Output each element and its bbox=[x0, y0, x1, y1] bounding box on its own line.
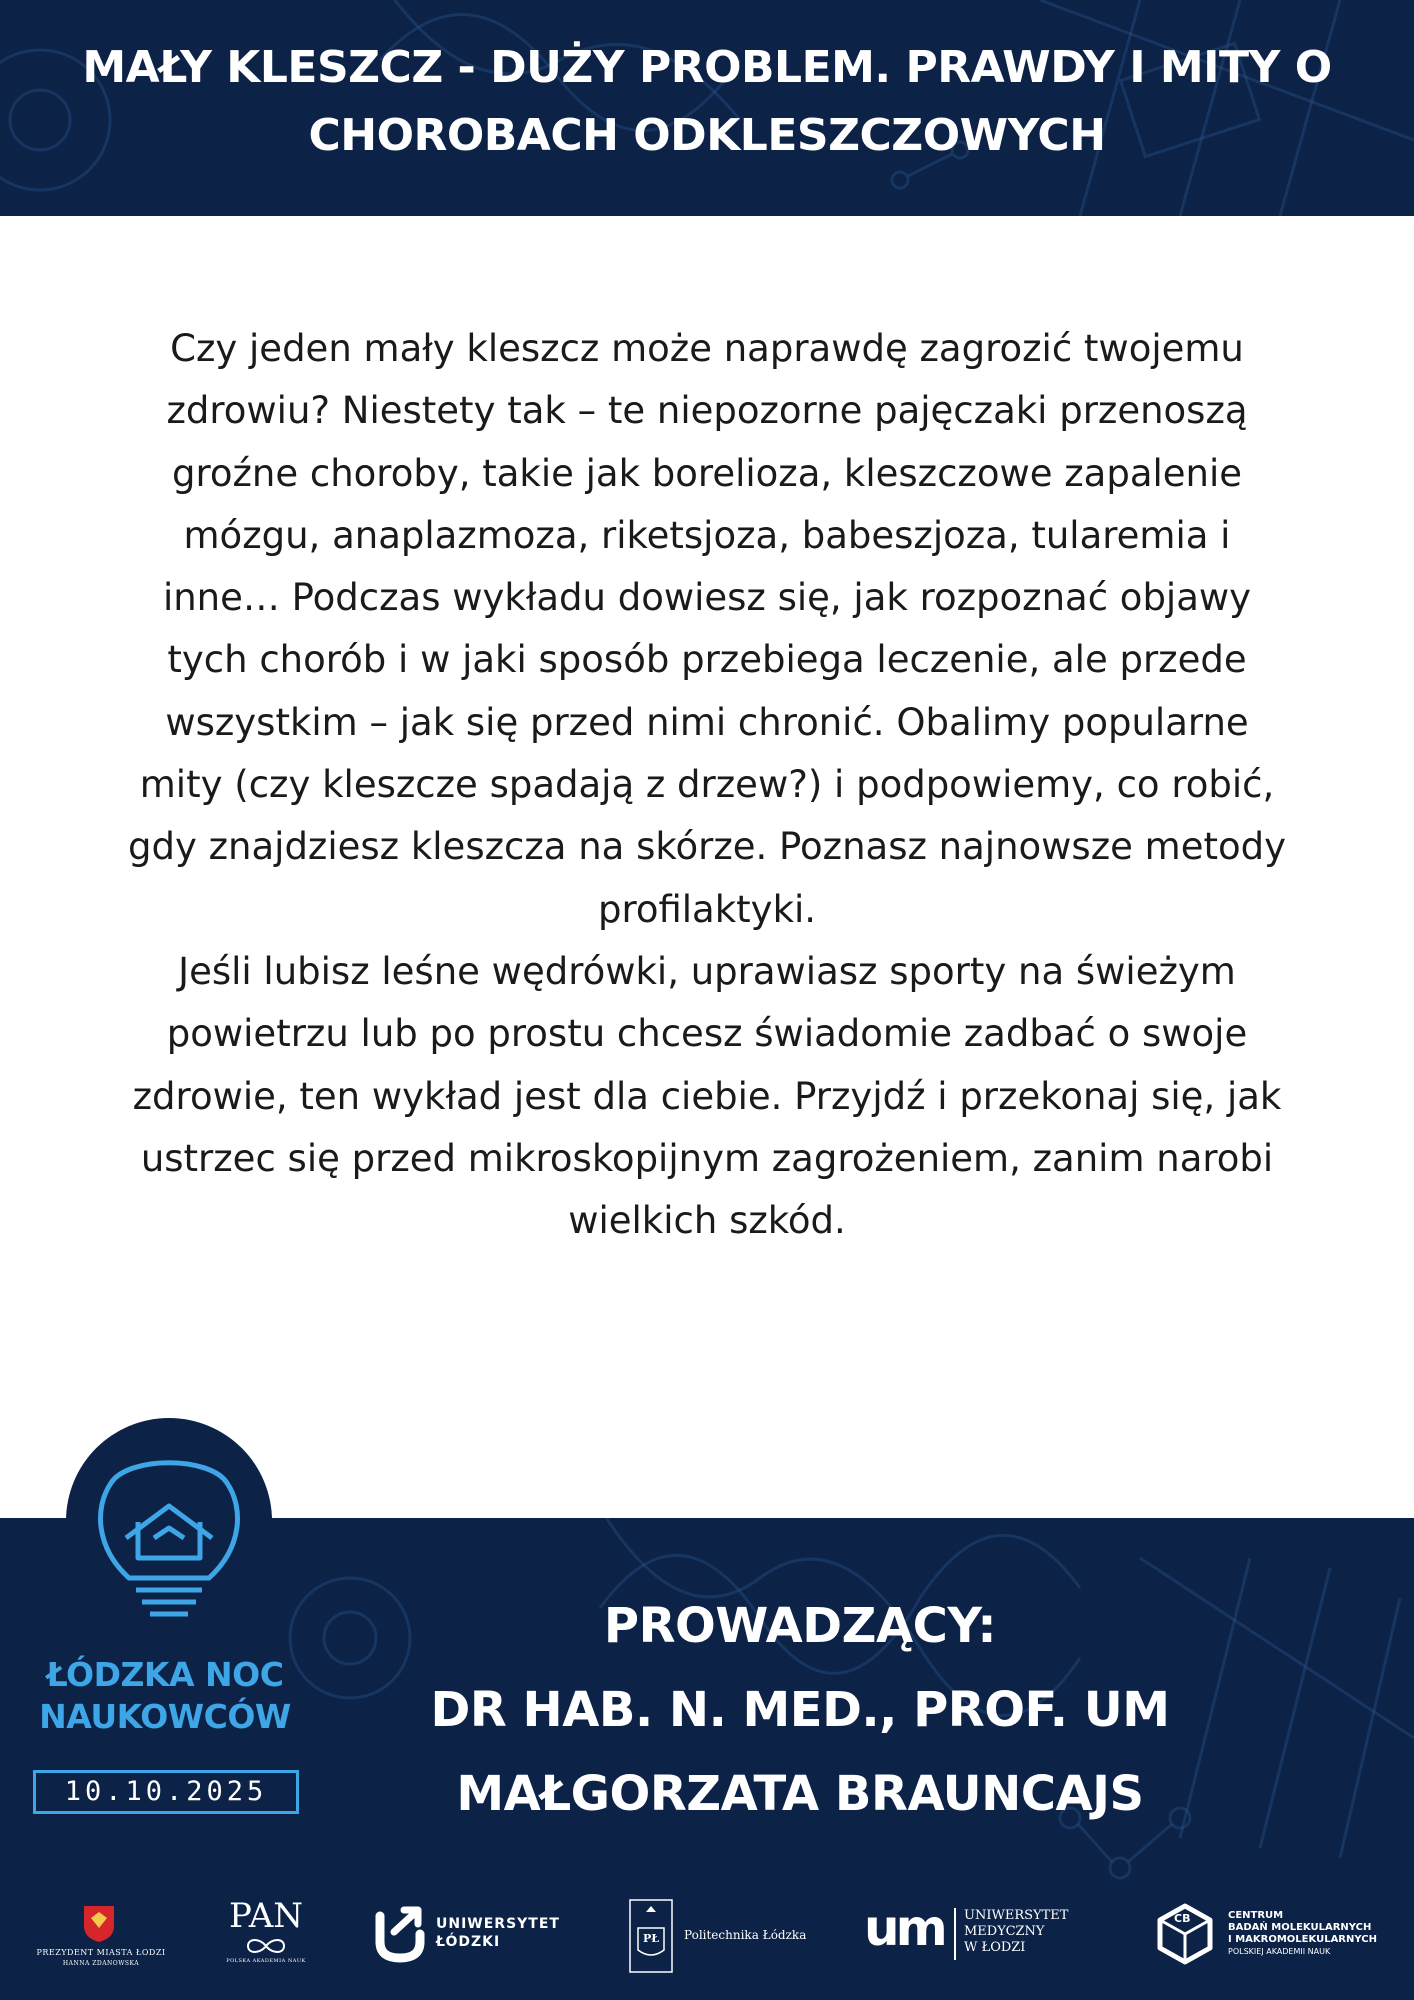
ul-line-1: UNIWERSYTET bbox=[436, 1916, 560, 1932]
coat-of-arms-icon bbox=[82, 1904, 116, 1944]
lecturer-block bbox=[380, 1584, 1220, 1836]
pl-name: Politechnika Łódzka bbox=[684, 1928, 807, 1942]
um-text bbox=[964, 1908, 1068, 1956]
cbmm-line-2: BADAŃ MOLEKULARNYCH bbox=[1228, 1922, 1372, 1933]
title-line-2: CHOROBACH ODKLESZCZOWYCH bbox=[308, 110, 1106, 161]
cbmm-line-3: I MAKROMOLEKULARNYCH bbox=[1228, 1934, 1377, 1945]
partner-politechnika bbox=[628, 1898, 807, 1974]
partner-cbmm bbox=[1152, 1902, 1392, 1966]
um-line-2: MEDYCZNY bbox=[964, 1924, 1045, 1939]
description-paragraph-2: Jeśli lubisz leśne wędrówki, uprawiasz sporty na świeżym powietrzu lub po prostu chcesz świadomie zadbać o swoje zdrowie, ten wykład jest dla ciebie. Przyjdź i przekonaj się, jak ustrzec się przed mikroskopijnym zagrożeniem, zanim narobi wielkich szkód. bbox=[132, 949, 1282, 1243]
ul-line-2: ŁÓDZKI bbox=[436, 1934, 501, 1950]
event-logo-text bbox=[20, 1654, 310, 1738]
page-title bbox=[60, 34, 1354, 170]
arrow-up-right-icon bbox=[374, 1904, 426, 1964]
header-banner bbox=[0, 0, 1414, 216]
description bbox=[120, 318, 1294, 1252]
description-paragraph-1: Czy jeden mały kleszcz może naprawdę zagrozić twojemu zdrowiu? Niestety tak – te niepozorne pajęczaki przenoszą groźne choroby, takie jak borelioza, kleszczowe zapalenie mózgu, anaplazmoza, riketsjoza, babeszjoza, tularemia i inne… Podczas wykładu dowiesz się, jak rozpoznać objawy tych chorób i w jaki sposób przebiega leczenie, ale przede wszystkim – jak się przed nimi chronić. Obalimy popularne mity (czy kleszcze spadają z drzew?) i podpowiemy, co robić, gdy znajdziesz kleszcza na skórze. Poznasz najnowsze metody profilaktyki. bbox=[127, 327, 1286, 931]
um-line-3: W ŁODZI bbox=[964, 1940, 1026, 1955]
partner-pan bbox=[222, 1896, 310, 1972]
event-name-line-2: NAUKOWCÓW bbox=[39, 1697, 291, 1736]
cbmm-line-1: CENTRUM bbox=[1228, 1910, 1284, 1921]
cbmm-text bbox=[1228, 1910, 1377, 1958]
event-date-badge: 10.10.2025 bbox=[33, 1770, 299, 1814]
partner-um bbox=[864, 1899, 1084, 1964]
pan-caption: POLSKA AKADEMIA NAUK bbox=[226, 1958, 306, 1964]
pan-mark: PAN bbox=[228, 1896, 304, 1936]
title-line-1: MAŁY KLESZCZ - DUŻY PROBLEM. PRAWDY I MITY O bbox=[82, 42, 1332, 93]
event-name-line-1: ŁÓDZKA NOC bbox=[46, 1655, 284, 1694]
infinity-icon bbox=[242, 1936, 290, 1956]
partner-prezydent bbox=[36, 1904, 166, 1974]
pl-mark: PŁ bbox=[642, 1932, 660, 1945]
partner-ul bbox=[374, 1904, 564, 1968]
lecturer-title: DR HAB. N. MED., PROF. UM bbox=[430, 1682, 1170, 1738]
prezydent-name: HANNA ZDANOWSKA bbox=[62, 1960, 140, 1967]
cbmm-mark: CB bbox=[1174, 1912, 1191, 1925]
lecturer-label: PROWADZĄCY: bbox=[603, 1598, 997, 1654]
um-line-1: UNIWERSYTET bbox=[964, 1908, 1069, 1923]
um-mark: um bbox=[864, 1899, 944, 1957]
lecturer-name: MAŁGORZATA BRAUNCAJS bbox=[456, 1766, 1144, 1822]
partner-logos bbox=[0, 1896, 1414, 1976]
cbmm-line-4: POLSKIEJ AKADEMII NAUK bbox=[1228, 1947, 1331, 1956]
prezydent-label: PREZYDENT MIASTA ŁODZI bbox=[36, 1948, 166, 1957]
um-divider bbox=[954, 1908, 956, 1960]
lightbulb-logo-icon bbox=[66, 1418, 272, 1638]
